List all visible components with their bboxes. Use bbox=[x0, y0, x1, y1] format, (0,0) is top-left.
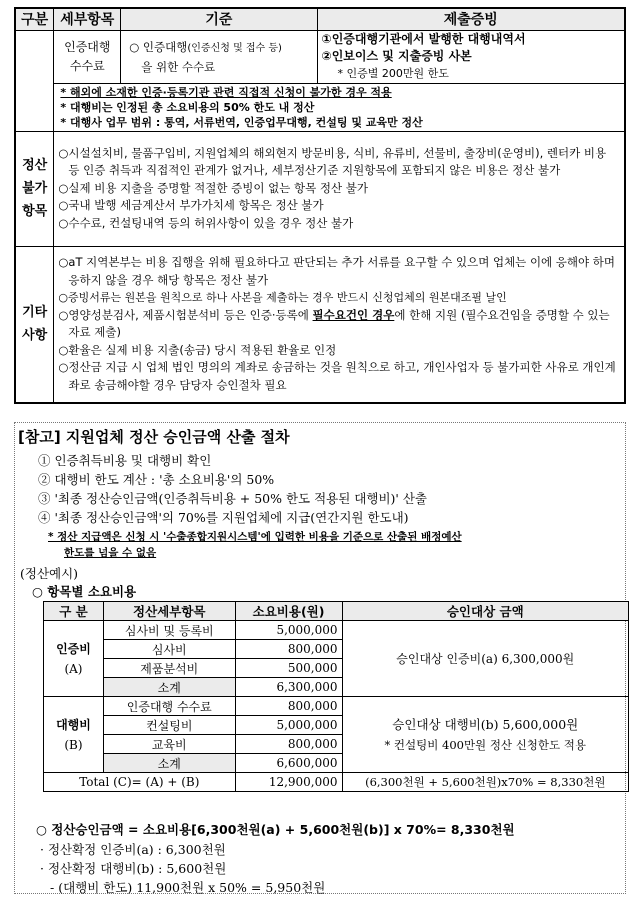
agency-subtotal-label: 소계 bbox=[103, 754, 235, 773]
cert-item: 심사비 및 등록비 bbox=[103, 621, 235, 640]
other-row bbox=[15, 246, 625, 403]
notes-cell: * 해외에 소재한 인증·등록기관 관련 직접적 신청이 불가한 경우 적용 * 대행비는 인정된 총 소요비용의 50% 한도 내 정산 * 대행사 업무 범위 : 통역, 서류번역, 인증업무대행, 컨설팅 및 교육만 정산 bbox=[54, 83, 625, 131]
cost-header-category: 구 분 bbox=[44, 602, 104, 621]
agency-amount: 5,000,000 bbox=[235, 716, 342, 735]
note-line-2: 한도를 넘을 수 없음 bbox=[64, 547, 157, 559]
cert-group-label: 인증비 (A) bbox=[44, 621, 104, 697]
header-evidence: 제출증빙 bbox=[317, 8, 625, 30]
note-line-1: * 정산 지급액은 신청 시 '수출종합지원시스템'에 입력한 비용을 기준으로 산출된 배정예산 bbox=[48, 531, 462, 543]
cost-header-amount: 소요비용(원) bbox=[235, 602, 342, 621]
cert-amount: 500,000 bbox=[235, 659, 342, 678]
summary-main: ○ 정산승인금액 = 소요비용[6,300천원(a) + 5,600천원(b)] x 70%= 8,330천원 bbox=[36, 822, 515, 837]
summary-line-1: · 정산확정 인증비(a) : 6,300천원 bbox=[40, 842, 226, 857]
cert-subtotal-amount: 6,300,000 bbox=[235, 678, 342, 697]
step-4: ④ '최종 정산승인금액'의 70%를 지원업체에 지급(연간지원 한도내) bbox=[38, 510, 409, 525]
step-1: ① 인증취득비용 및 대행비 확인 bbox=[38, 453, 212, 468]
non-settle-list: ○시설설치비, 물품구입비, 지원업체의 해외현지 방문비용, 식비, 유류비, 선물비, 출장비(운영비), 렌터카 비용 등 인증 취득과 직접적인 관계가 없거나, 세부정산기준 지원항목에 포함되지 않은 비용은 정산 불가 ○실제 비용 지출을 증명할 적절한 증빙이 없는 항목 정산 불가 ○국내 발행 세금계산서 부가가치세 항목은 정산 불가 ○수수료, 컨설팅내역 등의 허위사항이 있을 경우 정산 불가 bbox=[54, 131, 625, 246]
summary-line-3: - (대행비 한도) 11,900천원 x 50% = 5,950천원 bbox=[50, 880, 326, 895]
total-row bbox=[44, 773, 629, 792]
other-list: ○aT 지역본부는 비용 집행을 위해 필요하다고 판단되는 추가 서류를 요구할 수 있으며 업체는 이에 응해야 하며 응하지 않을 경우 해당 항목은 정산 불가 ○증빙서류는 원본을 원칙으로 하나 사본을 제출하는 경우 반드시 신청업체의 원본대조필 날인 ○영양성분검사, 제품시험분석비 등은 인증·등록에 필수요건인 경우에 한해 지원 (필수요건임을 증명할 수 있는 자료 제출) ○환율은 실제 비용 지출(송금) 당시 적용된 환율로 인정 ○정산금 지급 시 업체 법인 명의의 계좌로 송금하는 것을 원칙으로 하고, 개인사업자 등 불가피한 사유로 개인계좌로 송금해야할 경우 담당자 승인절차 필요 bbox=[54, 246, 625, 403]
cert-amount: 5,000,000 bbox=[235, 621, 342, 640]
agency-item: 인증대행 수수료 bbox=[103, 697, 235, 716]
header-row bbox=[15, 8, 625, 30]
cert-subtotal-label: 소계 bbox=[103, 678, 235, 697]
step-2: ② 대행비 한도 계산 : '총 소요비용'의 50% bbox=[38, 472, 275, 487]
total-approved: (6,300천원 + 5,600천원)x70% = 8,330천원 bbox=[342, 773, 628, 792]
settlement-criteria-table bbox=[14, 7, 626, 404]
agency-item: 교육비 bbox=[103, 735, 235, 754]
header-item: 세부항목 bbox=[54, 8, 121, 30]
agency-group-label: 대행비 (B) bbox=[44, 697, 104, 773]
cert-item: 제품분석비 bbox=[103, 659, 235, 678]
agency-amount: 800,000 bbox=[235, 697, 342, 716]
agency-fee-evidence: ①인증대행기관에서 발행한 대행내역서 ②인보이스 및 지출증빙 사본 * 인증별 200만원 한도 bbox=[317, 30, 625, 83]
cost-header-row bbox=[44, 602, 629, 621]
agency-amount: 800,000 bbox=[235, 735, 342, 754]
cost-header-approved: 승인대상 금액 bbox=[342, 602, 628, 621]
agency-item: 컨설팅비 bbox=[103, 716, 235, 735]
agency-approved: 승인대상 대행비(b) 5,600,000원 * 컨설팅비 400만원 정산 신청한도 적용 bbox=[342, 697, 628, 773]
cert-item: 심사비 bbox=[103, 640, 235, 659]
notes-row bbox=[15, 83, 625, 131]
cert-approved: 승인대상 인증비(a) 6,300,000원 bbox=[342, 621, 628, 697]
example-label: (정산예시) bbox=[20, 566, 79, 581]
cert-amount: 800,000 bbox=[235, 640, 342, 659]
table-row bbox=[44, 621, 629, 640]
header-criteria: 기준 bbox=[121, 8, 317, 30]
agency-subtotal-amount: 6,600,000 bbox=[235, 754, 342, 773]
other-label: 기타 사항 bbox=[15, 246, 54, 403]
agency-fee-row bbox=[15, 30, 625, 83]
non-settle-row bbox=[15, 131, 625, 246]
cost-header-item: 정산세부항목 bbox=[103, 602, 235, 621]
total-amount: 12,900,000 bbox=[235, 773, 342, 792]
total-label: Total (C)= (A) + (B) bbox=[44, 773, 236, 792]
reference-title: [참고] 지원업체 정산 승인금액 산출 절차 bbox=[18, 428, 290, 446]
summary-line-2: · 정산확정 대행비(b) : 5,600천원 bbox=[40, 861, 227, 876]
table-row bbox=[44, 697, 629, 716]
empty-category-cell bbox=[15, 30, 54, 131]
section-title: ○ 항목별 소요비용 bbox=[32, 584, 137, 599]
agency-fee-item: 인증대행 수수료 bbox=[54, 30, 121, 83]
cost-table bbox=[43, 601, 629, 792]
header-category: 구분 bbox=[15, 8, 54, 30]
non-settle-label: 정산 불가 항목 bbox=[15, 131, 54, 246]
step-3: ③ '최종 정산승인금액(인증취득비용 + 50% 한도 적용된 대행비)' 산출 bbox=[38, 491, 427, 506]
agency-fee-criteria: ○ 인증대행(인증신청 및 접수 등) 을 위한 수수료 bbox=[121, 30, 317, 83]
